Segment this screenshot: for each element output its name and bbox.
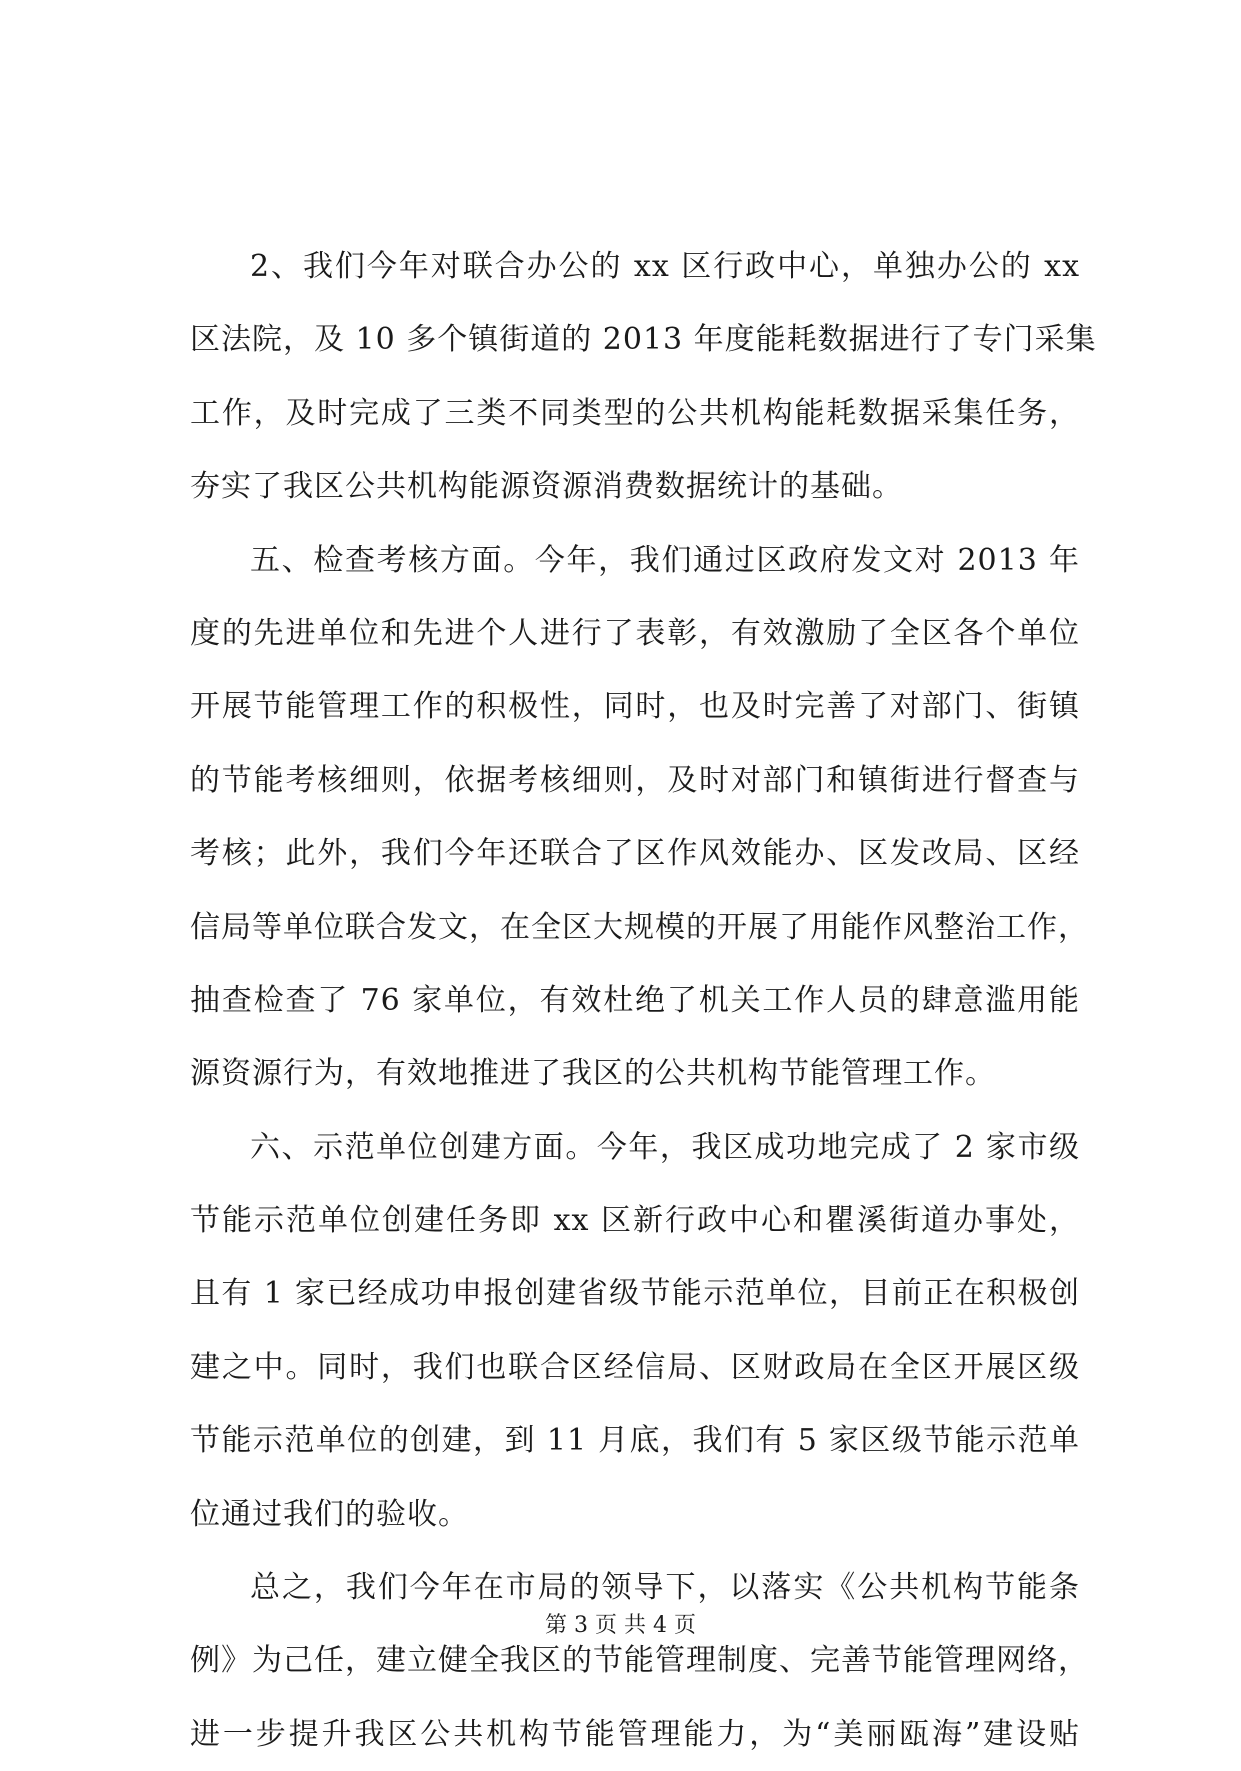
text-line: 节能示范单位创建任务即 xx 区新行政中心和瞿溪街道办事处， <box>190 1203 1080 1239</box>
text-line: 六、示范单位创建方面。今年，我区成功地完成了 2 家市级 <box>250 1129 1080 1165</box>
document-body <box>190 230 1097 1771</box>
text-line: 建之中。同时，我们也联合区经信局、区财政局在全区开展区级 <box>190 1349 1080 1385</box>
text-line: 夯实了我区公共机构能源资源消费数据统计的基础。 <box>190 469 903 505</box>
text-line: 区法院，及 10 多个镇街道的 2013 年度能耗数据进行了专门采集 <box>190 322 1097 358</box>
text-line: 源资源行为，有效地推进了我区的公共机构节能管理工作。 <box>190 1056 996 1092</box>
text-line: 例》为己任，建立健全我区的节能管理制度、完善节能管理网络， <box>190 1643 1089 1679</box>
text-line: 信局等单位联合发文，在全区大规模的开展了用能作风整治工作， <box>190 909 1089 945</box>
text-line: 五、检查考核方面。今年，我们通过区政府发文对 2013 年 <box>250 542 1080 578</box>
text-line: 且有 1 家已经成功申报创建省级节能示范单位，目前正在积极创 <box>190 1276 1080 1312</box>
text-line: 节能示范单位的创建，到 11 月底，我们有 5 家区级节能示范单 <box>190 1423 1080 1459</box>
text-line: 工作，及时完成了三类不同类型的公共机构能耗数据采集任务， <box>190 395 1080 431</box>
page-footer <box>0 1611 1241 1641</box>
text-line: 开展节能管理工作的积极性，同时，也及时完善了对部门、街镇 <box>190 689 1080 725</box>
text-line: 进一步提升我区公共机构节能管理能力，为“美丽瓯海”建设贴 <box>190 1716 1080 1752</box>
text-line: 度的先进单位和先进个人进行了表彰，有效激励了全区各个单位 <box>190 615 1080 651</box>
text-line: 的节能考核细则，依据考核细则，及时对部门和镇街进行督查与 <box>190 762 1080 798</box>
text-line: 2、我们今年对联合办公的 xx 区行政中心，单独办公的 xx <box>250 249 1080 284</box>
text-line: 考核；此外，我们今年还联合了区作风效能办、区发改局、区经 <box>190 836 1080 872</box>
text-line: 总之，我们今年在市局的领导下，以落实《公共机构节能条 <box>250 1570 1080 1606</box>
text-line: 抽查检查了 76 家单位，有效杜绝了机关工作人员的肆意滥用能 <box>190 982 1080 1018</box>
text-line: 位通过我们的验收。 <box>190 1496 469 1532</box>
page-number-label: 第 3 页 共 4 页 <box>545 1613 696 1638</box>
